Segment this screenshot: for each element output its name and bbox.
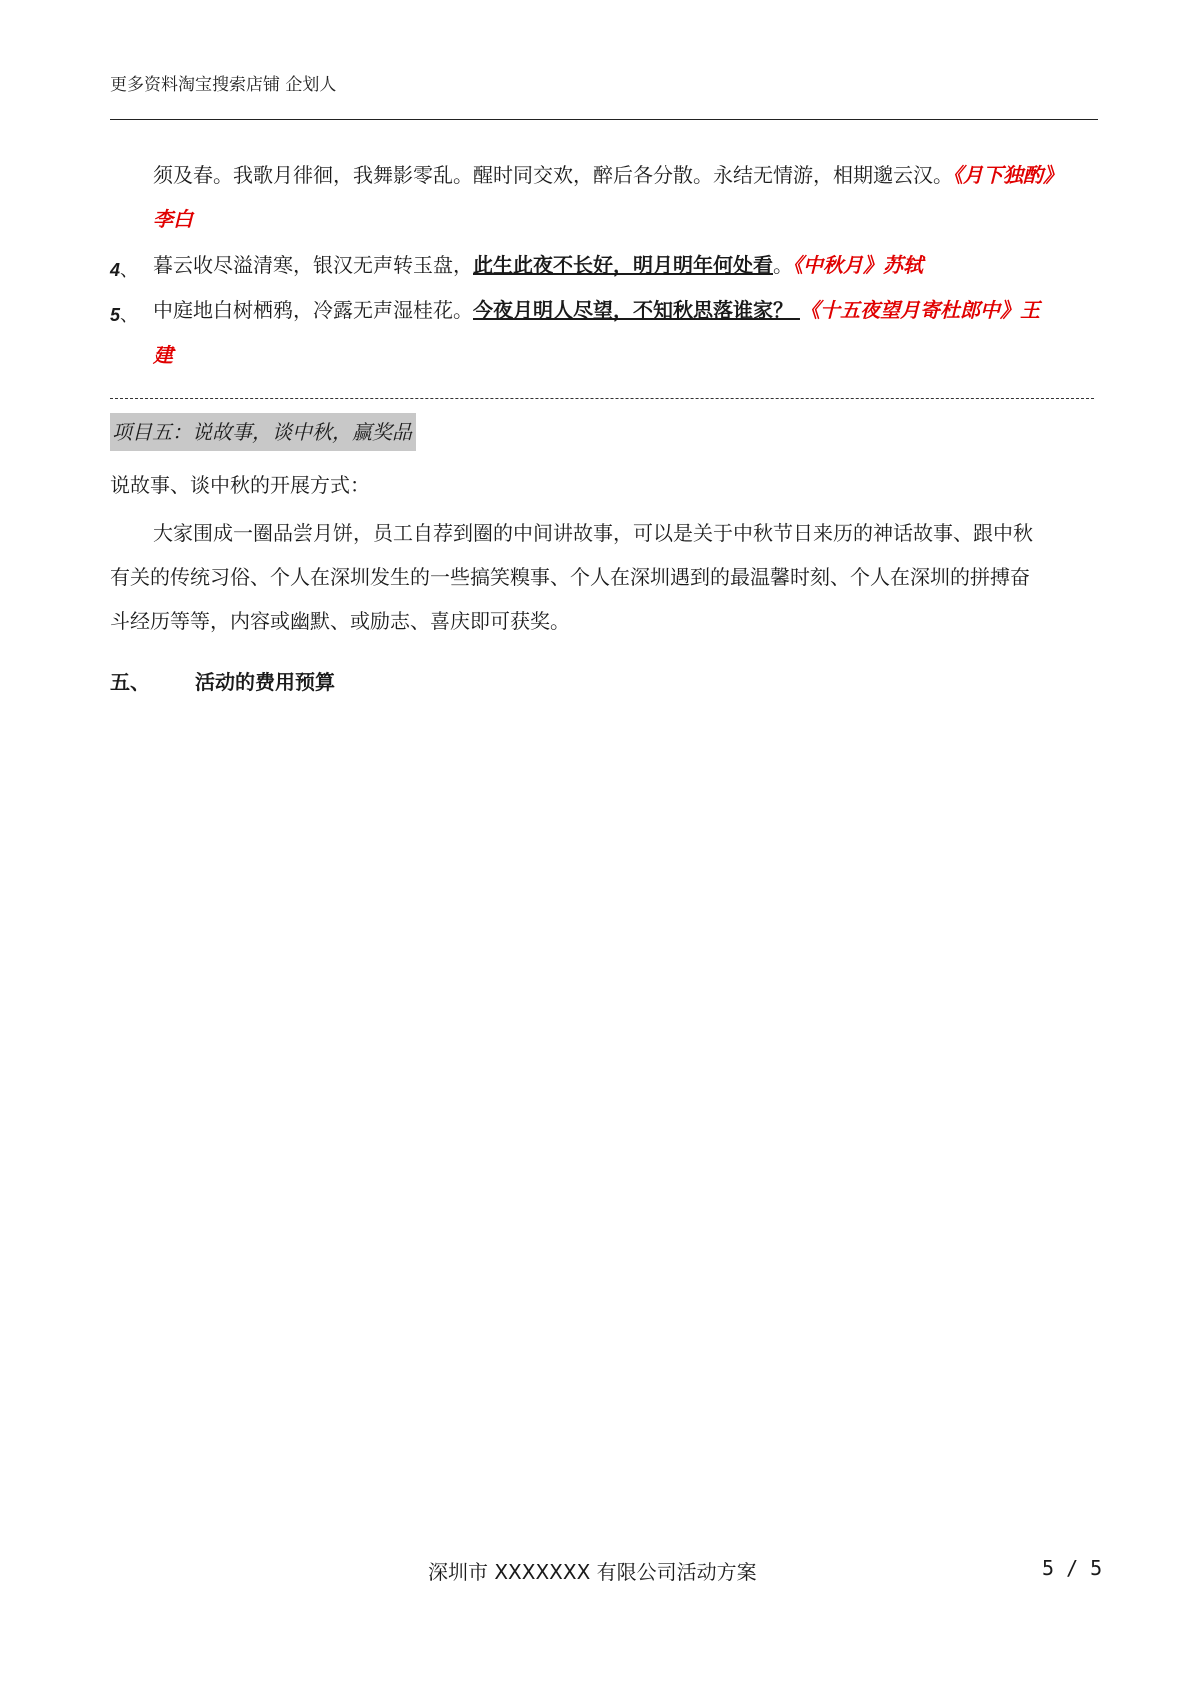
paragraph-line-3: 斗经历等等，内容或幽默、或励志、喜庆即可获奖。	[110, 609, 570, 633]
poem-continuation-source: 《月下独酌》	[953, 163, 1063, 187]
poem-continuation-line	[153, 160, 1063, 190]
poem-continuation-author: 李白	[153, 207, 193, 231]
poem-5-source: 《十五夜望月寄杜郎中》王	[799, 298, 1040, 322]
heading-five-number: 五、	[110, 670, 150, 694]
poem-5-author: 建	[153, 343, 173, 367]
section-subtitle: 说故事、谈中秋的开展方式：	[110, 473, 370, 497]
dashed-separator	[110, 398, 1094, 399]
poem-5-emphasis: 今夜月明人尽望，不知秋思落谁家？	[473, 298, 800, 322]
header-text: 更多资料淘宝搜索店铺 企划人	[110, 75, 337, 95]
poem-4-tail: 。	[773, 253, 793, 277]
poem-5-line	[153, 295, 1040, 325]
footer-text: 深圳市 XXXXXXX 有限公司活动方案	[428, 1560, 757, 1584]
poem-4-number-digit: 4	[110, 260, 121, 280]
poem-5-number	[110, 301, 138, 327]
poem-4-number	[110, 256, 138, 282]
poem-4-source: 《中秋月》苏轼	[793, 253, 923, 277]
poem-4-line	[153, 250, 923, 280]
header-rule	[110, 119, 1098, 120]
page-number: 5 / 5	[1042, 1556, 1103, 1580]
poem-continuation-author-line	[153, 204, 193, 234]
paragraph-line-1: 大家围成一圈品尝月饼，员工自荐到圈的中间讲故事，可以是关于中秋节日来历的神话故事、跟中秋	[153, 521, 1033, 545]
poem-5-number-digit: 5	[110, 305, 121, 325]
poem-continuation-text: 须及春。我歌月徘徊，我舞影零乱。醒时同交欢，醉后各分散。永结无情游，相期邈云汉。	[153, 163, 953, 187]
poem-4-plain: 暮云收尽溢清寒，银汉无声转玉盘，	[153, 253, 473, 277]
poem-5-number-sep: 、	[120, 305, 139, 325]
poem-5-author-line	[153, 340, 173, 370]
poem-5-plain: 中庭地白树栖鸦，冷露无声湿桂花。	[153, 298, 473, 322]
paragraph-line-2: 有关的传统习俗、个人在深圳发生的一些搞笑糗事、个人在深圳遇到的最温馨时刻、个人在深圳的拼搏奋	[110, 565, 1030, 589]
heading-five-title: 活动的费用预算	[195, 670, 335, 694]
poem-4-emphasis: 此生此夜不长好，明月明年何处看	[473, 253, 773, 277]
section-tag: 项目五：说故事，谈中秋，赢奖品	[110, 413, 416, 451]
poem-4-number-sep: 、	[120, 260, 139, 280]
